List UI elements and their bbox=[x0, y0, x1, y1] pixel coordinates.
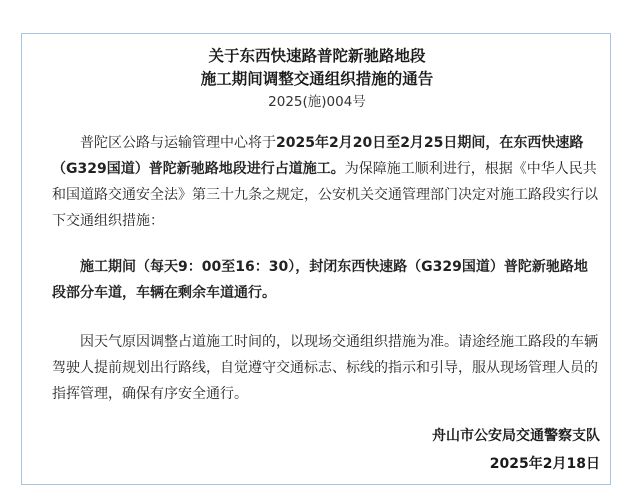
paragraph-1-line-4: 下交通组织措施： bbox=[52, 213, 164, 229]
paragraph-1-text-b: 为保障施工顺利进行，根据《中华人民共 bbox=[344, 161, 597, 177]
notice-title-line-1: 关于东西快速路普陀新驰路地段 bbox=[208, 47, 426, 65]
paragraph-2-line-1 bbox=[52, 254, 592, 280]
paragraph-3-line-1 bbox=[52, 329, 598, 355]
paragraph-3-line-2: 驾驶人提前规划出行路线，自觉遵守交通标志、标线的指示和引导，服从现场管理人员的 bbox=[52, 360, 598, 376]
paragraph-1-line-2 bbox=[52, 156, 597, 182]
paragraph-traffic-measures bbox=[52, 254, 592, 306]
paragraph-3-line-3: 指挥管理，确保有序安全通行。 bbox=[52, 386, 248, 402]
paragraph-1-location: （G329国道）普陀新驰路地段进行占道施工。 bbox=[52, 161, 345, 177]
signature-date: 2025年2月18日 bbox=[489, 456, 600, 472]
paragraph-3-text-a: 因天气原因调整占道施工时间的，以现场交通组织措施为准。请途经施工路段的车辆 bbox=[80, 334, 598, 350]
paragraph-2-text-a: 施工期间（每天9：00至16：30），封闭东西快速路（G329国道）普陀新驰路地 bbox=[80, 259, 588, 275]
document-number: 2025(施)004号 bbox=[268, 94, 366, 110]
paragraph-1-line-3: 和国道路交通安全法》第三十九条之规定，公安机关交通管理部门决定对施工路段实行以 bbox=[52, 187, 598, 203]
paragraph-1-line-1 bbox=[52, 130, 592, 156]
paragraph-1-text-a: 普陀区公路与运输管理中心将于 bbox=[80, 135, 276, 151]
paragraph-1-date-range: 2025年2月20日至2月25日期间，在东西快速路 bbox=[276, 135, 584, 151]
notice-title-line-2: 施工期间调整交通组织措施的通告 bbox=[200, 70, 434, 88]
notice-frame bbox=[21, 33, 611, 485]
paragraph-construction-schedule bbox=[52, 130, 598, 234]
signature-organization: 舟山市公安局交通警察支队 bbox=[432, 428, 600, 444]
paragraph-2-line-2: 段部分车道，车辆在剩余车道通行。 bbox=[52, 285, 276, 301]
paragraph-driver-notice bbox=[52, 329, 598, 407]
